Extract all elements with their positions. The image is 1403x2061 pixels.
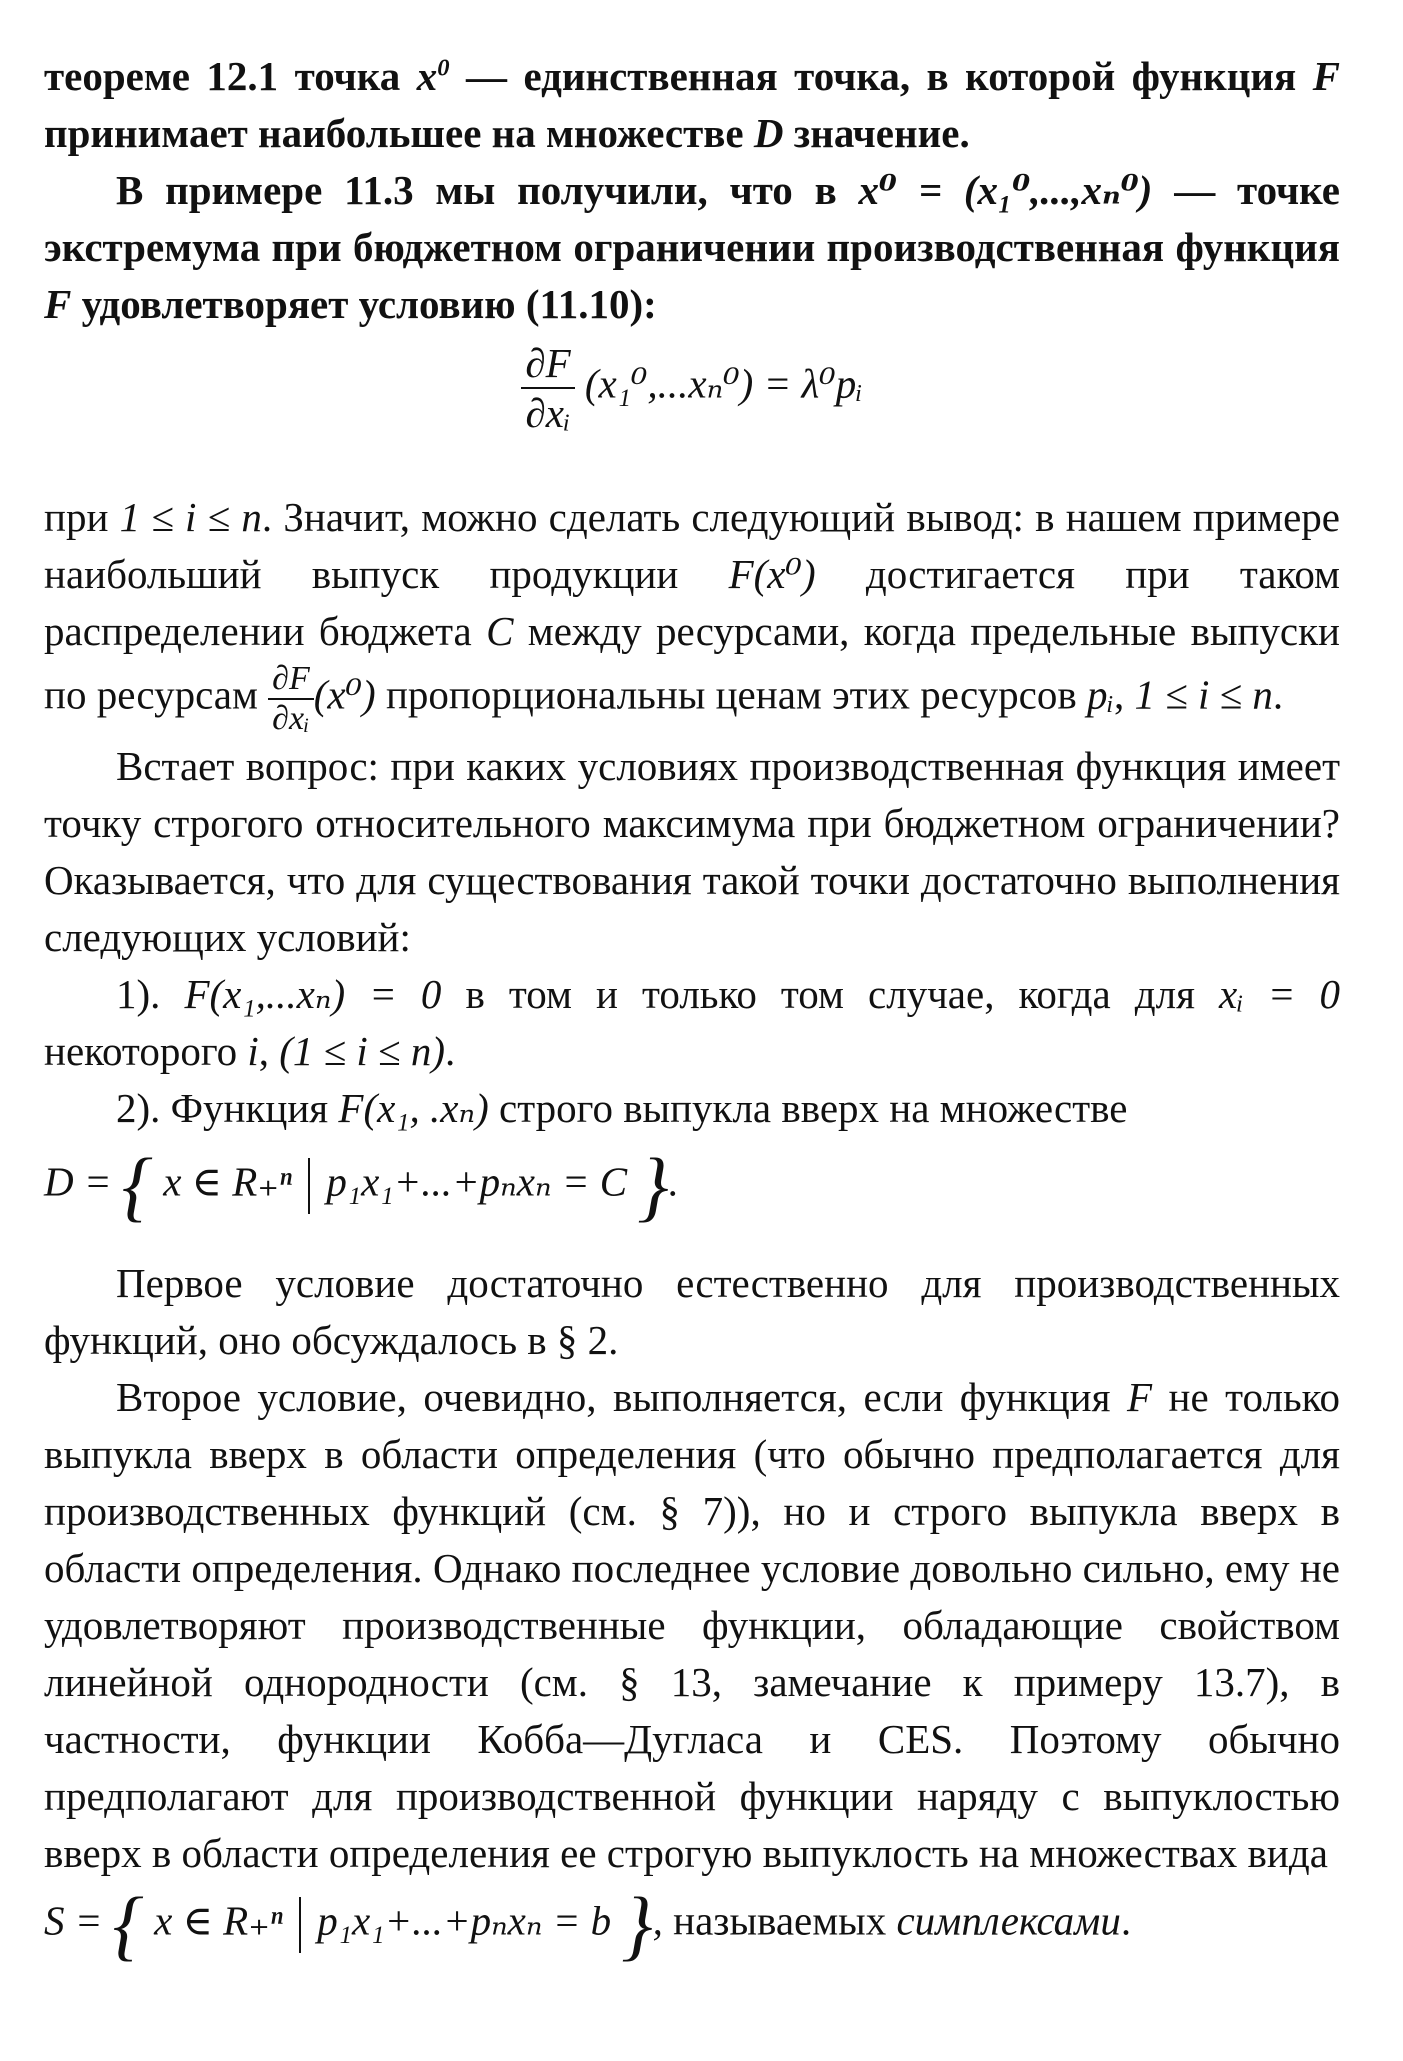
text: некоторого (44, 1028, 248, 1074)
text: Второе условие, очевидно, выполняется, если функция (116, 1374, 1127, 1420)
text: называемых (662, 1897, 897, 1944)
text: . (668, 1158, 679, 1205)
text: 1). (116, 971, 185, 1017)
left-brace: { (112, 1881, 144, 1968)
text: значение. (783, 110, 970, 156)
text: . (1120, 1897, 1132, 1944)
text: — единственная точка, в которой функция (449, 53, 1313, 99)
text: , (652, 1897, 663, 1944)
text: строго выпукла вверх на множестве (488, 1085, 1128, 1131)
set-S-condition: p₁x₁+...+pₙxₙ = b (317, 1897, 612, 1944)
left-brace: { (121, 1142, 153, 1229)
math-pi: pᵢ (1086, 671, 1114, 718)
math-F: F (1126, 1374, 1152, 1420)
text: пропорциональны ценам этих ресурсов (375, 671, 1087, 718)
math-x0: $x^0$ (416, 53, 450, 99)
text: не только выпукла вверх в области определения (что обычно предполагается для производственных функций (см. § 7)), но и строго выпукла вверх в области определения. Однако последнее условие довольно сильно, ему не удовлетворяют производственные функции, обладающие свойством линейной однородности (см. § 13, замечание к примеру 13.7), в частности, функции Кобба—Дугласа и CES. Поэтому обычно предполагают для производственной функции наряду с выпуклостью вверх в области определения ее строгую выпуклость на множествах вида (44, 1374, 1340, 1876)
paragraph-6 (44, 1369, 1340, 1882)
math-range: 1 ≤ i ≤ n (119, 494, 262, 540)
math-C: C (486, 608, 514, 654)
math-D: D (753, 110, 784, 156)
text: , (258, 1028, 280, 1074)
text: удовлетворяет условию (11.10): (71, 281, 657, 327)
set-D-lhs: D = (44, 1158, 112, 1205)
set-D-body: x ∈ R₊ⁿ (163, 1158, 292, 1205)
partial-fraction-inline: $\frac{\partial F}{\text{∂xᵢ}}$ (268, 660, 314, 738)
set-bar (299, 1897, 301, 1953)
math-F-zero: F(x₁,...xₙ) = 0 (184, 971, 442, 1017)
text: В примере 11.3 мы получили, что в (116, 167, 859, 213)
partial-fraction: $\frac{\partial F}{\text{∂xᵢ}}$ (521, 339, 574, 437)
condition-1 (44, 966, 1340, 1080)
math-F: F (44, 281, 72, 327)
text: между ресурсами, когда предельные выпуски по ресурсам (44, 608, 1340, 718)
right-brace: } (637, 1142, 669, 1229)
text: , (1113, 671, 1135, 718)
text: в том и только том случае, когда для (441, 971, 1219, 1017)
paragraph-1 (44, 48, 1340, 162)
text: 2). Функция (116, 1085, 339, 1131)
text: — точке экстремума при бюджетном ограничении производственная функция (44, 167, 1340, 270)
text: принимает наибольшее на множестве (44, 110, 754, 156)
equation-rhs: = λ⁰pᵢ (763, 360, 863, 407)
equation-11-10 (44, 339, 1340, 479)
math-range: (1 ≤ i ≤ n) (279, 1028, 445, 1074)
set-D-definition (44, 1142, 1340, 1229)
math-i: i (247, 1028, 259, 1074)
paragraph-5: Первое условие достаточно естественно для производственных функций, оно обсуждалось в § 2. (44, 1260, 1340, 1363)
math-Fx0: F(x⁰) (728, 551, 816, 597)
paragraph-4: Встает вопрос: при каких условиях производственная функция имеет точку строгого относительного максимума при бюджетном ограничении? Оказывается, что для существования такой точки достаточно выполнения следующих условий: (44, 743, 1340, 960)
math-F: F (1312, 53, 1340, 99)
set-S-body: x ∈ R₊ⁿ (154, 1897, 283, 1944)
set-D-condition: p₁x₁+...+pₙxₙ = C (326, 1158, 628, 1205)
text: достигается при таком распределении бюджета (44, 551, 1340, 654)
math-x0-arg: (x⁰) (313, 671, 376, 718)
text: . (444, 1028, 456, 1074)
set-S-lhs: S = (44, 1897, 103, 1944)
set-bar (308, 1158, 310, 1214)
condition-2 (44, 1080, 1340, 1137)
text: при (44, 494, 120, 540)
math-x0-vector: x⁰ = (x₁⁰,...,xₙ⁰) (858, 167, 1153, 213)
text: . (1272, 671, 1284, 718)
math-F: F(x₁, .xₙ) (338, 1085, 489, 1131)
document-page (44, 48, 1340, 1968)
paragraph-2 (44, 162, 1340, 333)
equation-argument: (x₁⁰,...xₙ⁰) (584, 360, 754, 407)
math-range: 1 ≤ i ≤ n (1134, 671, 1273, 718)
text: теореме 12.1 точка (44, 53, 417, 99)
term-simplexes: симплексами (896, 1897, 1121, 1944)
right-brace: } (621, 1881, 653, 1968)
paragraph-3 (44, 489, 1340, 738)
math-xi-zero: xᵢ = 0 (1219, 971, 1340, 1017)
set-S-definition (44, 1881, 1340, 1968)
text: . Значит, можно сделать следующий вывод: в нашем примере наибольший выпуск продукции (44, 494, 1340, 597)
